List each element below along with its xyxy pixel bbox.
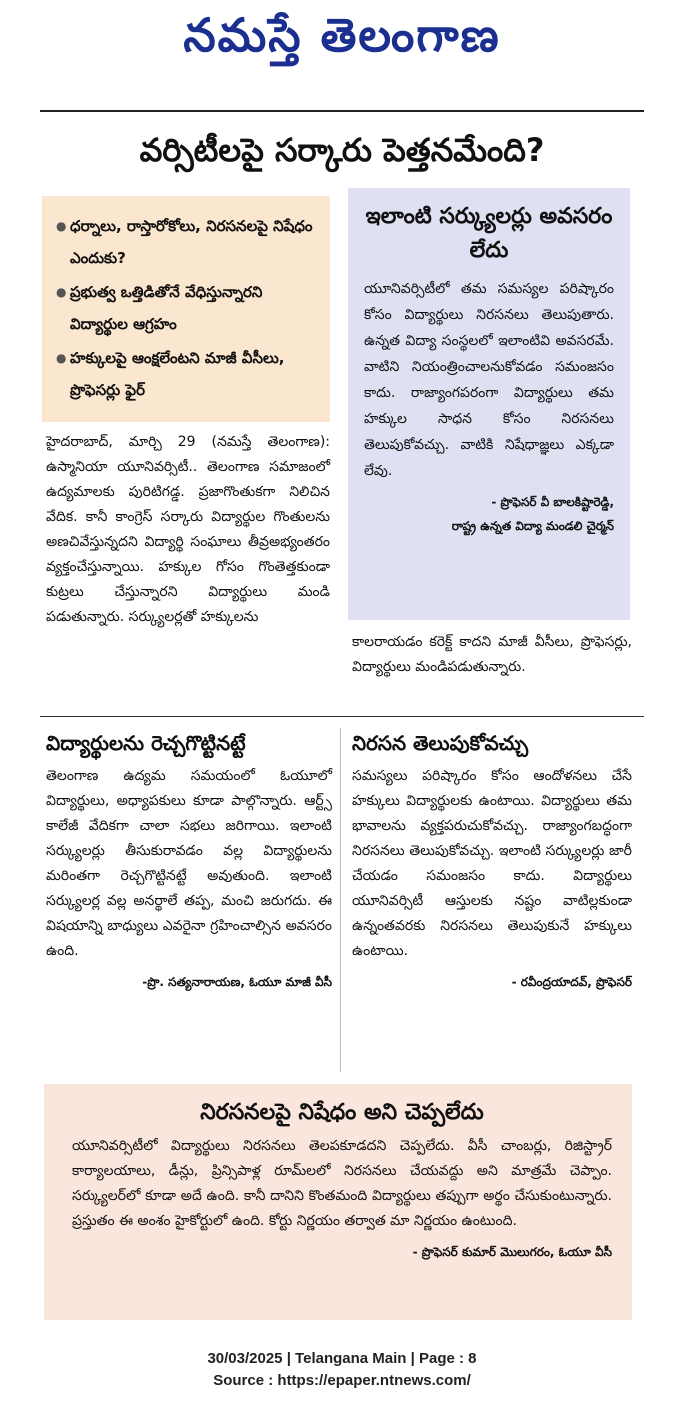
opinion-column-right (352, 728, 632, 994)
quote-box-vc (44, 1084, 632, 1320)
column-divider (340, 728, 341, 1072)
highlight-item: ● హక్కులపై ఆంక్షలేంటని మాజీ వీసీలు, ప్రొఫెసర్లు ఫైర్ (56, 342, 320, 406)
article-continuation: కాలరాయడం కరెక్ట్ కాదని మాజీ వీసీలు, ప్రొఫెసర్లు, విద్యార్థులు మండిపడుతున్నారు. (352, 634, 632, 675)
article-body: హైదరాబాద్, మార్చి 29 (నమస్తే తెలంగాణ): ఉస్మానియా యూనివర్సిటీ.. తెలంగాణ సమాజంలో ఉద్యమాలకు పురిటిగడ్డ. ప్రజాగొంతుకగా నిలిచిన వేదిక. కానీ కాంగ్రెస్ సర్కారు విద్యార్థుల గొంతులను అణచివేస్తున్నదని విద్యార్థి సంఘాలు తీవ్రఅభ్యంతరం వ్యక్తంచేస్తున్నాయి. హక్కుల గోసం గొంతెత్తకుండా కుట్రలు చేస్తున్నారని విద్యార్థులు మండి పడుతున్నారు. సర్క్యులర్లతో హక్కులను (46, 434, 330, 625)
opinion-column-left (46, 728, 332, 994)
quote-box-body: యూనివర్సిటీలో విద్యార్థులు నిరసనలు తెలపకూడదని చెప్పలేదు. వీసీ చాంబర్లు, రిజిస్ట్రార్ కార్యాలయాలు, డీన్లు, ప్రిన్సిపాళ్ల రూమ్‌లలో నిరసనలు చేయవద్దు అని మాత్రమే చెప్పాం. సర్క్యులర్‌లో కూడా అదే ఉంది. కానీ దానిని కొంతమంది విద్యార్థులు తప్పుగా అర్థం చేసుకుంటున్నారు. ప్రస్తుతం ఈ అంశం హైకోర్టులో ఉంది. కోర్టు నిర్ణయం తర్వాత మా నిర్ణయం ఉంటుంది. (72, 1138, 612, 1229)
column-heading: విద్యార్థులను రెచ్చగొట్టినట్టే (46, 731, 246, 755)
quote-box-title: ఇలాంటి సర్క్యులర్లు అవసరం లేదు (365, 204, 613, 263)
quote-box-chairman (348, 188, 630, 620)
column-body: సమస్యలు పరిష్కారం కోసం ఆందోళనలు చేసే హక్కులు విద్యార్థులకు ఉంటాయి. విద్యార్థులు తమ భావాలను వ్యక్తపరుచుకోవచ్చు. రాజ్యాంగబద్ధంగా నిరసనలు తెలుపుకోవచ్చు. ఇలాంటి సర్క్యులర్లు జారీ చేయడం సమంజసం కాదు. విద్యార్థులు యూనివర్సిటీ ఆస్తులకు నష్టం వాటిల్లకుండా ఉన్నంతవరకు నిరసనలు తెలుపుకునే హక్కులు ఉంటాయి. (352, 768, 632, 959)
quote-box-body: యూనివర్సిటీలో తమ సమస్యల పరిష్కారం కోసం విద్యార్థులు నిరసనలు తెలుపుతారు. ఉన్నత విద్యా సంస్థలలో ఇలాంటివి అవసరమే. వాటిని నియంత్రించాలనుకోవడం సమంజసం కాదు. రాజ్యాంగపరంగా విద్యార్థులు తమ హక్కుల సాధన కోసం నిరసనలు తెలుపుకోవచ్చు. వాటికి నిషేధాజ్ఞలు ఎక్కడా లేవు. (364, 281, 614, 479)
quote-credit: - ప్రొఫెసర్ కుమార్ మొలుగరం, ఓయూ వీసీ (412, 1245, 612, 1259)
bullet-icon: ● (56, 219, 67, 233)
bullet-icon: ● (56, 351, 67, 365)
quote-box-title: నిరసనలపై నిషేధం అని చెప్పలేదు (200, 1100, 484, 1125)
footer-date-page: 30/03/2025 | Telangana Main | Page : 8 (207, 1350, 477, 1367)
headline: వర్సిటీలపై సర్కారు పెత్తనమేంది? (139, 131, 545, 169)
masthead-rule (40, 110, 644, 112)
highlights-box (42, 196, 330, 422)
column-body: తెలంగాణ ఉద్యమ సమయంలో ఓయూలో విద్యార్థులు, అధ్యాపకులు కూడా పాల్గొన్నారు. ఆర్ట్స్ కాలేజీ వేదికగా చాలా సభలు జరిగాయి. ఇలాంటి సర్క్యులర్లు తీసుకురావడం వల్ల విద్యార్థులను మరింతగా రెచ్చగొట్టినట్టే అవుతుంది. ఇలాంటి సర్క్యులర్ల వల్ల అనర్థాలే తప్ప, మంచి జరుగదు. ఈ విషయాన్ని బాధ్యులు ఎవరైనా గ్రహించాల్సిన అవసరం ఉంది. (46, 768, 332, 959)
column-heading: నిరసన తెలుపుకోవచ్చు (352, 731, 529, 755)
bullet-icon: ● (56, 285, 67, 299)
highlight-item: ● ధర్నాలు, రాస్తారోకోలు, నిరసనలపై నిషేధం ఎందుకు? (56, 210, 320, 274)
quote-credit-name: - ప్రొఫెసర్ వీ బాలకిష్టారెడ్డి, (491, 495, 614, 509)
footer-source: Source : https://epaper.ntnews.com/ (213, 1372, 471, 1389)
masthead-title: నమస్తే తెలంగాణ (183, 8, 501, 62)
column-credit: - రవీంద్రయాదవ్, ప్రొఫెసర్ (511, 975, 632, 989)
section-divider (40, 716, 644, 717)
highlight-item: ● ప్రభుత్వ ఒత్తిడితోనే వేధిస్తున్నారని విద్యార్థుల ఆగ్రహం (56, 276, 320, 340)
column-credit: -ప్రొ. సత్యనారాయణ, ఓయూ మాజీ వీసీ (142, 975, 332, 989)
quote-credit-role: రాష్ట్ర ఉన్నత విద్యా మండలి చైర్మన్ (451, 519, 614, 533)
